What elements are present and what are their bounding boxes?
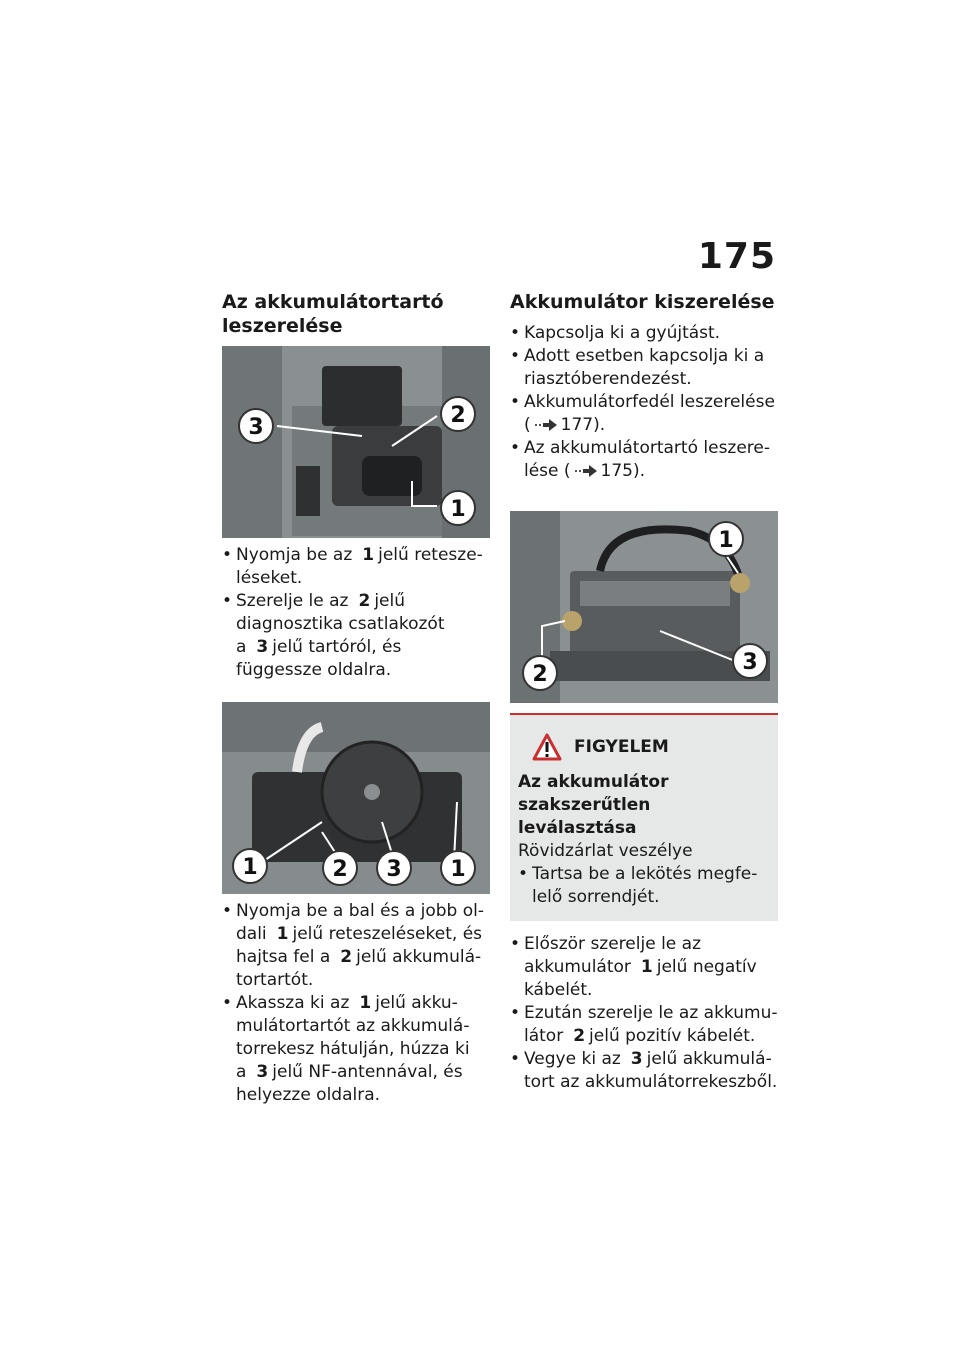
callout-3: 3 [248, 415, 264, 440]
step-remove-cover: • Akkumulátorfedél leszerelése ( 177). [510, 391, 778, 437]
callout-1-right: 1 [450, 857, 466, 882]
section-title-holder-removal: Az akkumulátortartó leszerelése [222, 291, 444, 337]
warning-risk: Rövidzárlat veszélye [518, 841, 693, 861]
step-fold-up-holder: • Nyomja be a bal és a jobb oldali 1 jelű reteszeléseket, és hajtsa fel a 2 jelű akkumulátortartót. [222, 900, 490, 992]
callout-1-left: 1 [242, 855, 258, 880]
step-ignition-off: • Kapcsolja ki a gyújtást. [510, 322, 778, 345]
step-unhook-holder: • Akassza ki az 1 jelű akkumulátortartót az akkumulátorrekesz hátulján, húzza ki a 3 jelű NF-antennával, és helyezze oldalra. [222, 992, 490, 1107]
photo-3-illustration [510, 511, 778, 703]
step-press-latches: • Nyomja be az 1 jelű reteszeléseket. [222, 544, 490, 590]
battery-removal-steps [510, 933, 778, 1094]
warning-subtitle: Az akkumulátor szakszerűtlen leválasztása [518, 772, 669, 838]
warning-triangle-icon [532, 733, 562, 761]
step-positive-cable: • Ezután szerelje le az akkumulátor 2 jelű pozitív kábelét. [510, 1002, 778, 1048]
callout-2: 2 [450, 403, 466, 428]
step-negative-cable: • Először szerelje le az akkumulátor 1 jelű negatív kábelét. [510, 933, 778, 1002]
photo-battery-holder [222, 702, 490, 894]
right-column [510, 290, 778, 1094]
step-alarm-off: • Adott esetben kapcsolja ki a riasztóberendezést. [510, 345, 778, 391]
holder-steps-b [222, 900, 490, 1107]
left-column [222, 290, 490, 1107]
page-ref-arrow-icon [575, 465, 597, 477]
callout-3: 3 [386, 857, 402, 882]
photo-battery-terminals [510, 511, 778, 703]
step-remove-holder-ref: • Az akkumulátortartó leszerelése ( 175). [510, 437, 778, 483]
warning-title: FIGYELEM [574, 737, 669, 757]
page-ref-arrow-icon [535, 419, 557, 431]
callout-2: 2 [332, 857, 348, 882]
warning-list [518, 863, 770, 909]
page-number: 175 [697, 236, 776, 277]
callout-1: 1 [718, 528, 734, 553]
photo-2-illustration [222, 702, 490, 894]
holder-steps-a [222, 544, 490, 682]
callout-2: 2 [532, 662, 548, 687]
callout-1: 1 [450, 497, 466, 522]
warning-box [510, 713, 778, 921]
warning-item: • Tartsa be a lekötés megfelelő sorrendjét. [518, 863, 770, 909]
photo-1-illustration [222, 346, 490, 538]
warning-header [532, 733, 770, 761]
battery-prep-steps [510, 322, 778, 483]
step-remove-connector: • Szerelje le az 2 jelű diagnosztika csatlakozót a 3 jelű tartóról, és függessze oldalra. [222, 590, 490, 682]
step-take-out-battery: • Vegye ki az 3 jelű akkumulátort az akkumulátorrekeszből. [510, 1048, 778, 1094]
section-title-battery-removal: Akkumulátor kiszerelése [510, 291, 775, 313]
callout-3: 3 [742, 650, 758, 675]
photo-diagnostic-connector [222, 346, 490, 538]
